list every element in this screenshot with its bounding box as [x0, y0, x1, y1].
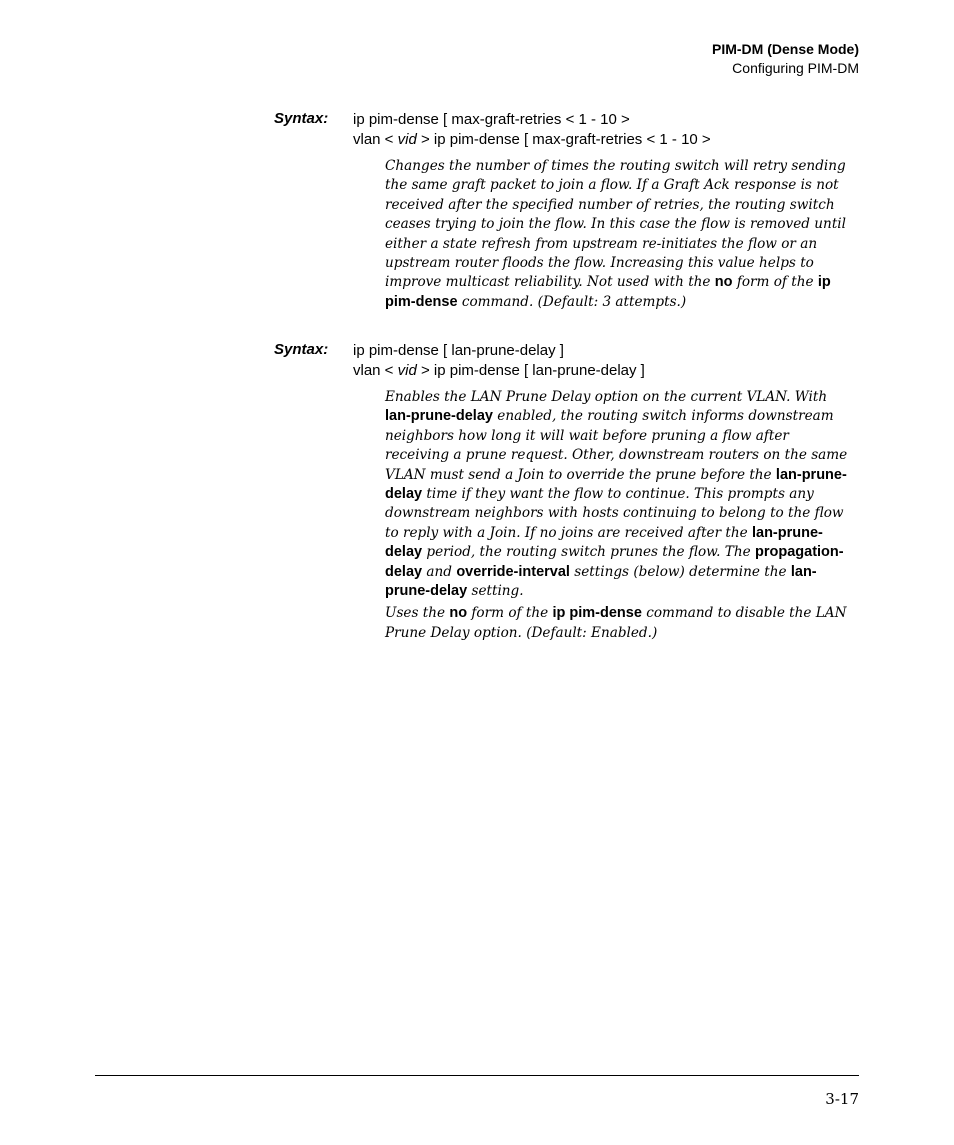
page-number: 3-17 — [825, 1090, 859, 1108]
description-paragraph: Changes the number of times the routing switch will retry sending the same graft packet to join a flow. If a Graft Ack response is not received after the specified number of retries, the routing switch ceases trying to join the flow. In this case the flow is removed until either a state refresh from upstream re-initiates the flow or an upstream router floods the flow. Increasing this value helps to improve multicast reliability. Not used with the no form of the ip pim-dense command. (Default: 3 attempts.) — [385, 158, 846, 310]
syntax-variable: vid — [397, 362, 417, 379]
keyword: ip pim-dense — [385, 274, 831, 310]
syntax-text: > ip pim-dense [ max-graft-retries < 1 - 10 > — [416, 131, 711, 148]
syntax-command — [353, 110, 711, 150]
syntax-line — [353, 130, 711, 150]
keyword: ip pim-dense — [552, 605, 642, 622]
keyword: lan-prune-delay — [385, 466, 847, 503]
syntax-text: > ip pim-dense [ lan-prune-delay ] — [416, 362, 645, 379]
running-header — [712, 40, 859, 78]
keyword: no — [449, 605, 468, 622]
description-paragraph: Enables the LAN Prune Delay option on the current VLAN. With lan-prune-delay enabled, the routing switch informs downstream neighbors how long it will wait before pruning a flow after receiving a prune request. Other, downstream routers on the same VLAN must send a Join to override the prune before the lan-prune-delay time if they want the flow to continue. This prompts any downstream neighbors with hosts continuing to belong to the flow to reply with a Join. If no joins are received after the lan-prune-delay period, the routing switch prunes the flow. The propagation-delay and override-interval settings (below) determine the lan-prune-delay setting. — [385, 389, 848, 600]
keyword: no — [714, 274, 733, 291]
syntax-text: vlan < — [353, 362, 398, 379]
syntax-line: ip pim-dense [ lan-prune-delay ] — [353, 342, 564, 359]
keyword: lan-prune-delay — [385, 524, 823, 561]
keyword: propagation-delay — [385, 544, 844, 580]
section-subtitle: Configuring PIM-DM — [732, 60, 859, 76]
syntax-label: Syntax: — [274, 110, 329, 127]
description-paragraph: Uses the no form of the ip pim-dense command to disable the LAN Prune Delay option. (Default: Enabled.) — [385, 605, 847, 641]
syntax-line: ip pim-dense [ max-graft-retries < 1 - 10 > — [353, 111, 630, 128]
syntax-variable: vid — [397, 131, 417, 148]
syntax-description — [385, 157, 857, 315]
syntax-text: vlan < — [353, 131, 398, 148]
keyword: lan-prune-delay — [385, 408, 493, 425]
syntax-command — [353, 341, 645, 381]
keyword: lan-prune-delay — [385, 563, 817, 600]
syntax-line — [353, 361, 645, 381]
keyword: override-interval — [456, 563, 570, 580]
chapter-title: PIM-DM (Dense Mode) — [712, 41, 859, 57]
footer-rule — [95, 1075, 859, 1076]
syntax-label: Syntax: — [274, 341, 329, 358]
syntax-description — [385, 388, 857, 646]
